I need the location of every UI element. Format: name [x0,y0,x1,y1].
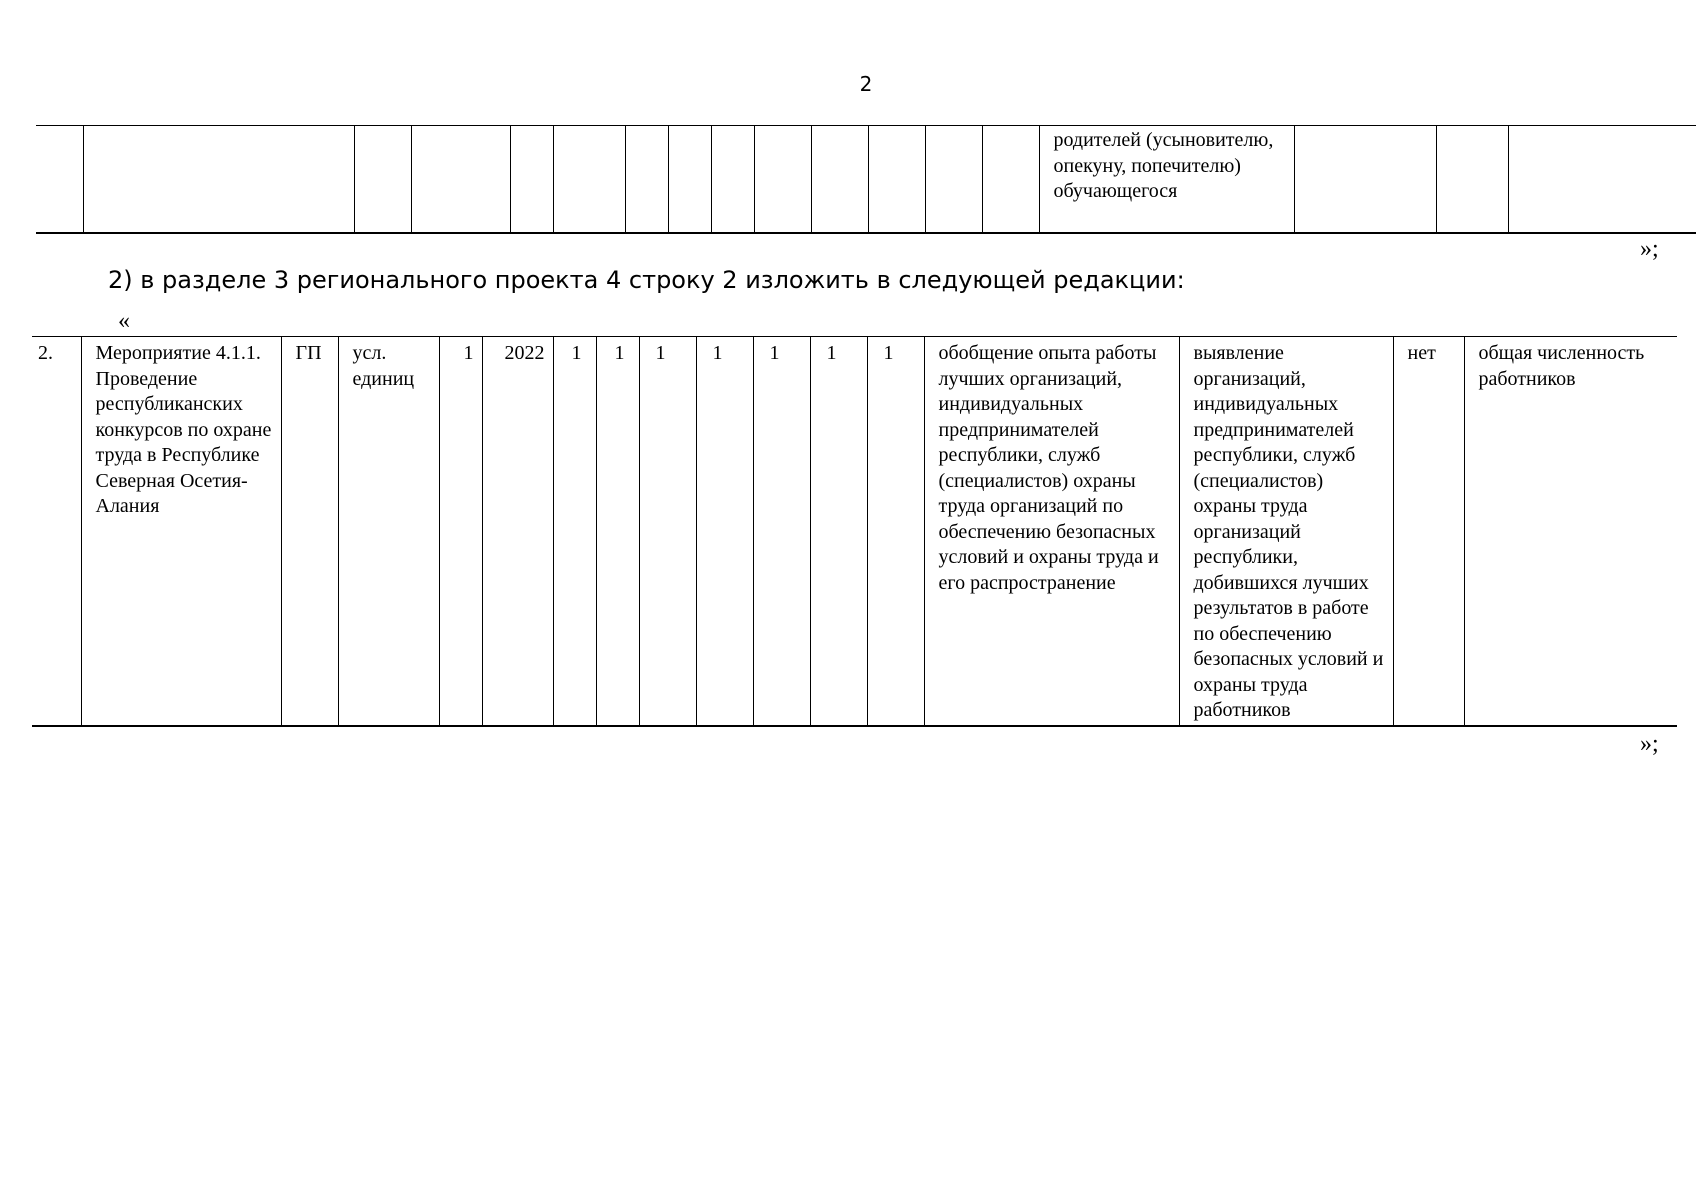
table-cell: родителей (усыновителю, опекуну, попечителю) обучающегося [1039,126,1294,234]
close-quote: »; [1640,731,1659,757]
table-cell [411,126,510,234]
year-cell: 2022 [482,337,553,727]
table-cell: нет [1393,337,1464,727]
table-cell [868,126,925,234]
open-quote: « [118,308,130,334]
table-project-row-2 [32,336,1677,727]
page-number: 2 [859,72,873,96]
table-cell [1294,126,1436,234]
description-cell: обобщение опыта работы лучших организаций, индивидуальных предпринимателей республики, служб (специалистов) охраны труда организаций по обеспечению безопасных условий и охраны труда и его распространение [924,337,1179,727]
instruction-text: 2) в разделе 3 регионального проекта 4 строку 2 изложить в следующей редакции: [108,266,1185,294]
table-cell [1436,126,1508,234]
table-cell [36,126,83,234]
table-cell: 1 [439,337,482,727]
table-row [32,337,1677,727]
row-number: 2. [32,337,81,727]
table-cell [83,126,354,234]
table-cell [711,126,754,234]
table-cell: ГП [281,337,338,727]
table-cell: 1 [810,337,867,727]
result-cell: выявление организаций, индивидуальных предпринимателей республики, служб (специалистов) охраны труда организаций республики, добившихся лучших результатов в работе по обеспечению безопасных условий и охраны труда работников [1179,337,1393,727]
unit-cell: усл. единиц [338,337,439,727]
measure-name: Мероприятие 4.1.1. Проведение республиканских конкурсов по охране труда в Республике Северная Осетия-Алания [81,337,281,727]
table-cell [354,126,411,234]
table-cell [925,126,982,234]
table-cell: 1 [596,337,639,727]
table-cell: 1 [696,337,753,727]
table-cell [553,126,625,234]
table-cell [811,126,868,234]
table-cell [668,126,711,234]
table-cell [510,126,553,234]
indicator-cell: общая численность работников [1464,337,1677,727]
table-cell [982,126,1039,234]
table-cell [1508,126,1696,234]
table-cell [754,126,811,234]
table-cell: 1 [639,337,696,727]
table-cell: 1 [553,337,596,727]
table-cell: 1 [753,337,810,727]
table-cell: 1 [867,337,924,727]
table-row [36,126,1696,234]
close-quote: »; [1640,236,1659,262]
table-cell [625,126,668,234]
table-continued-fragment [36,125,1696,234]
